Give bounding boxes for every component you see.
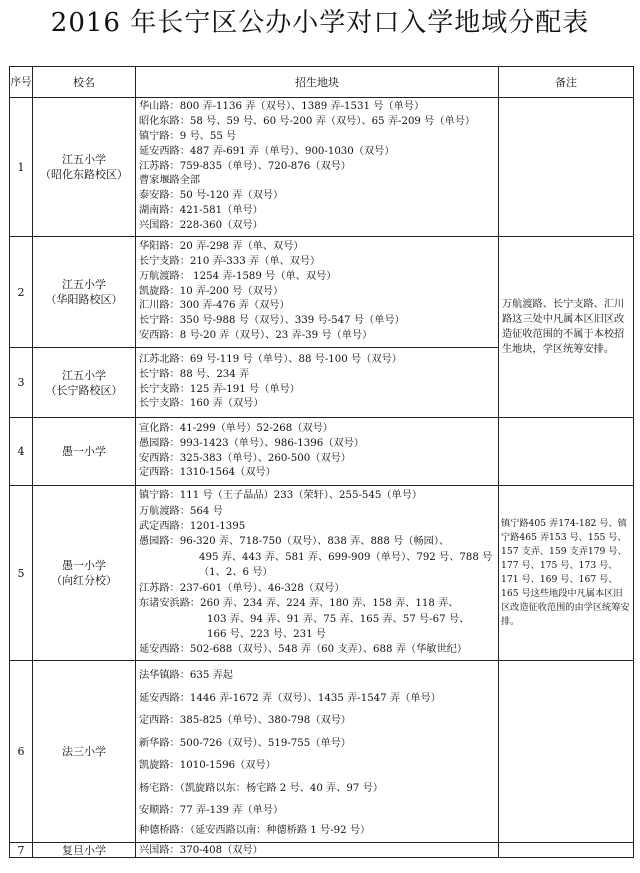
- area-line: 延安西路：487 弄-691 弄（单号）、900-1030（双号）: [139, 145, 395, 157]
- header-seq: 序号: [10, 67, 33, 98]
- area-line: 495 弄、443 弄、581 弄、699-909（单号）、792 号、788 号: [199, 551, 493, 563]
- area-line: 镇宁路：111 号（王子晶品）233（荣轩）、255-545（单号）: [139, 490, 423, 502]
- allocation-table: [9, 66, 634, 858]
- enrollment-area: [136, 661, 499, 843]
- enrollment-area: [136, 486, 499, 661]
- enrollment-area: [136, 237, 499, 348]
- school-campus-line: （向红分校）: [51, 574, 117, 587]
- area-line: 曹家堰路全部: [139, 175, 201, 187]
- school-name-line: 愚一小学: [62, 445, 106, 458]
- area-line: 武定西路：1201-1395: [139, 521, 246, 533]
- area-line: （1、2、6 号）: [199, 567, 273, 579]
- table-row: [10, 418, 634, 486]
- area-line: 延安西路：502-688（双号）、548 弄（60 支弄）、688 弄（华敏世纪）: [139, 644, 468, 656]
- area-line: 103 弄、94 弄、91 弄、75 弄、165 弄、57 号-67 号、: [207, 613, 470, 625]
- school-name: [33, 661, 136, 843]
- note-cell: 万航渡路、长宁支路、汇川路这三处中凡属本区旧区改造征收范围的不属于本校招生地块，学区统筹安排。: [499, 237, 634, 418]
- table-row: [10, 843, 634, 858]
- enrollment-area: [136, 348, 499, 418]
- area-line: 种德桥路：（延安西路以南：种德桥路 1 号-92 号）: [139, 824, 371, 836]
- area-line: 镇宁路：9 号、55 号: [139, 130, 237, 142]
- area-line: 长宁路：88 号、234 弄: [139, 368, 250, 380]
- header-school: 校名: [33, 67, 136, 98]
- area-line: 愚园路：993-1423（单号）、986-1396（双号）: [139, 437, 364, 449]
- area-line: 华阳路：20 弄-298 弄（单、双号）: [139, 240, 304, 252]
- school-name-line: 江五小学: [62, 153, 106, 166]
- note-cell-empty: [499, 843, 634, 858]
- table-row: [10, 98, 634, 237]
- page-title: 2016 年长宁区公办小学对口入学地域分配表: [50, 8, 590, 38]
- area-line: 长宁支路：125 弄-191 号（单号）: [139, 383, 300, 395]
- note-cell-empty: [499, 661, 634, 843]
- area-line: 延安西路：1446 弄-1672 弄（双号）、1435 弄-1547 弄（单号）: [139, 692, 441, 704]
- enrollment-area: [136, 418, 499, 486]
- area-line: 兴国路：370-408（双号）: [139, 844, 263, 856]
- table-row: [10, 486, 634, 661]
- school-name-line: 江五小学: [62, 278, 106, 291]
- school-name: [33, 98, 136, 237]
- school-campus-line: （昭化东路校区）: [40, 168, 128, 181]
- area-line: 愚园路：96-320 弄、718-750（双号）、838 弄、888 号（畅园）、: [139, 536, 450, 548]
- table-row: [10, 661, 634, 843]
- area-line: 江苏路：237-601（单号）、46-328（双号）: [139, 582, 345, 594]
- area-line: 长宁支路：210 弄-333 弄（单、双号）: [139, 255, 321, 267]
- school-name: [33, 418, 136, 486]
- row-seq: 4: [10, 418, 33, 486]
- area-line: 东诸安浜路：260 弄、234 弄、224 弄、180 弄、158 弄、118 弄、: [139, 598, 459, 610]
- enrollment-area: [136, 98, 499, 237]
- area-line: 汇川路：300 弄-476 弄（双号）: [139, 300, 290, 312]
- row-seq: 3: [10, 348, 33, 418]
- area-line: 新华路：500-726（双号）、519-755（单号）: [139, 737, 351, 749]
- area-line: 江苏北路：69 号-119 号（单号）、88 号-100 号（双号）: [139, 353, 402, 365]
- area-line: 万航渡路： 1254 弄-1589 号（单、双号）: [139, 270, 337, 282]
- row-seq: 5: [10, 486, 33, 661]
- area-line: 长宁支路：160 弄（双号）: [139, 398, 264, 410]
- school-name-line: 复旦小学: [62, 843, 106, 857]
- school-campus-line: （华阳路校区）: [45, 293, 123, 306]
- school-name: [33, 486, 136, 661]
- area-line: 宣化路：41-299（单号）52-268（双号）: [139, 422, 333, 434]
- header-area: 招生地块: [136, 67, 499, 98]
- school-name-line: 法三小学: [62, 745, 106, 758]
- area-line: 凯旋路：1010-1596（双号）: [139, 760, 276, 772]
- area-line: 江苏路：759-835（单号）、720-876（双号）: [139, 160, 351, 172]
- area-line: 昭化东路：58 号、59 号、60 号-200 弄（双号）、65 弄-209 号（单号）: [139, 115, 476, 127]
- area-line: 万航渡路：564 号: [139, 505, 223, 517]
- table-header-row: [10, 67, 634, 98]
- row-seq: 7: [10, 843, 33, 858]
- school-name-line: 江五小学: [62, 368, 106, 382]
- area-line: 兴国路：228-360（双号）: [139, 220, 263, 232]
- school-campus-line: （长宁路校区）: [45, 383, 123, 397]
- area-line: 法华镇路：635 弄起: [139, 670, 233, 682]
- table-row: [10, 237, 634, 348]
- header-note: 备注: [499, 67, 634, 98]
- area-line: 华山路：800 弄-1136 弄（双号）、1389 弄-1531 号（单号）: [139, 100, 425, 112]
- area-line: 杨宅路：（凯旋路以东：杨宅路 2 号、40 弄、97 号）: [139, 782, 384, 794]
- area-line: 长宁路：350 号-988 号（双号）、339 号-547 号（单号）: [139, 315, 405, 327]
- area-line: 安西路：325-383（单号）、260-500（双号）: [139, 452, 351, 464]
- area-line: 166 号、223 号、231 号: [207, 628, 326, 640]
- school-name: [33, 237, 136, 348]
- area-line: 凯旋路：10 弄-200 号（双号）: [139, 285, 284, 297]
- note-cell-empty: [499, 98, 634, 237]
- school-name: [33, 843, 136, 858]
- note-cell-empty: [499, 418, 634, 486]
- row-seq: 1: [10, 98, 33, 237]
- area-line: 定西路：1310-1564（双号）: [139, 467, 276, 479]
- area-line: 泰安路：50 号-120 弄（双号）: [139, 190, 284, 202]
- school-name: [33, 348, 136, 418]
- area-line: 湖南路：421-581（单号）: [139, 205, 263, 217]
- school-name-line: 愚一小学: [62, 559, 106, 572]
- note-cell: 镇宁路405 弄174-182 号、镇宁路465 弄153 号、155 号、157 支弄、159 支弄179 号、177 号、175 号、173 号、171 号、169 号、167 号、165 号这些地段中凡属本区旧区改造征收范围的由学区统筹安排。: [499, 486, 634, 661]
- enrollment-area: [136, 843, 499, 858]
- area-line: 安西路：8 号-20 弄（双号）、23 弄-39 号（单号）: [139, 330, 373, 342]
- row-seq: 2: [10, 237, 33, 348]
- area-line: 定西路：385-825（单号）、380-798（双号）: [139, 715, 351, 727]
- area-line: 安顺路：77 弄-139 弄（单号）: [139, 805, 284, 817]
- row-seq: 6: [10, 661, 33, 843]
